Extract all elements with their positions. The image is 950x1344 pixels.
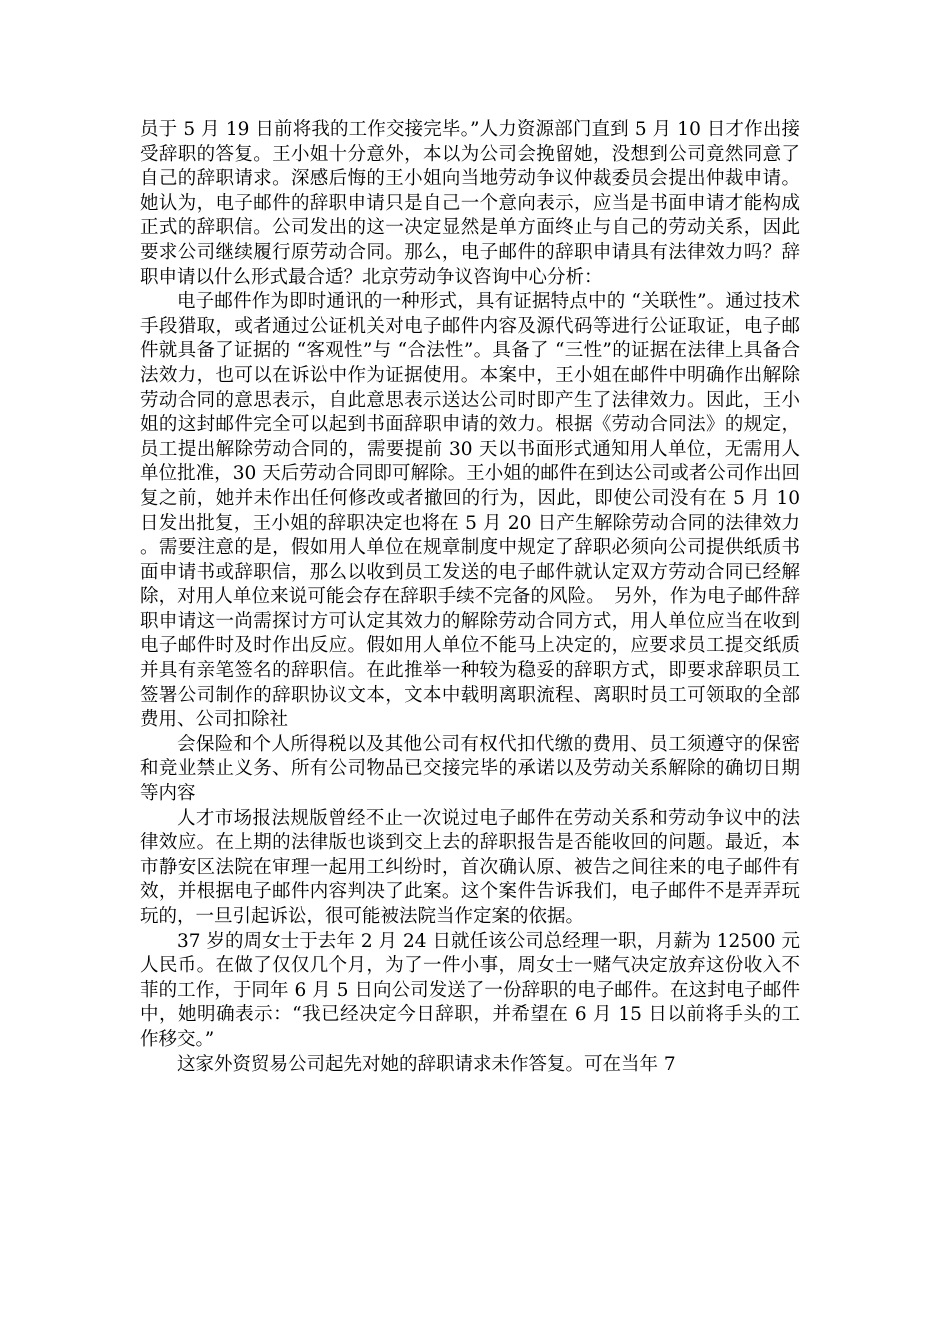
paragraph-6: 这家外资贸易公司起先对她的辞职请求未作答复。可在当年 7 (177, 1053, 676, 1075)
paragraph-1: 员于 5 月 19 日前将我的工作交接完毕。”人力资源部门直到 5 月 10 日才作出接受辞职的答复。王小姐十分意外，本以为公司会挽留她，没想到公司竟然同意了自己的辞职请求。深感后悔的王小姐向当地劳动争议仲裁委员会提出仲裁申请。她认为，电子邮件的辞职申请只是自己一个意向表示，应当是书面申请才能构成正式的辞职信。公司发出的这一决定显然是单方面终止与自己的劳动关系，因此要求公司继续履行原劳动合同。那么，电子邮件的辞职申请具有法律效力吗？辞职申请以什么形式最合适？北京劳动争议咨询中心分析： (140, 119, 800, 288)
paragraph-3: 会保险和个人所得税以及其他公司有权代扣代缴的费用、员工须遵守的保密和竞业禁止义务、所有公司物品已交接完毕的承诺以及劳动关系解除的确切日期等内容 (140, 733, 800, 805)
paragraph-5: 37 岁的周女士于去年 2 月 24 日就任该公司总经理一职，月薪为 12500 元人民币。在做了仅仅几个月，为了一件小事，周女士一赌气决定放弃这份收入不菲的工作，于同年 6 月 5 日向公司发送了一份辞职的电子邮件。在这封电子邮件中，她明确表示：“我已经决定今日辞职，并希望在 6 月 15 日以前将手头的工作移交。” (140, 930, 800, 1050)
document-body (140, 118, 800, 1077)
paragraph-4: 人才市场报法规版曾经不止一次说过电子邮件在劳动关系和劳动争议中的法律效应。在上期的法律版也谈到交上去的辞职报告是否能收回的问题。最近，本市静安区法院在审理一起用工纠纷时，首次确认原、被告之间往来的电子邮件有效，并根据电子邮件内容判决了此案。这个案件告诉我们，电子邮件不是弄弄玩玩的，一旦引起诉讼，很可能被法院当作定案的依据。 (140, 807, 800, 927)
paragraph-2: 电子邮件作为即时通讯的一种形式，具有证据特点中的 “关联性”。通过技术手段猎取，或者通过公证机关对电子邮件内容及源代码等进行公证取证，电子邮件就具备了证据的 “客观性”与 “合法性”。具备了 “三性”的证据在法律上具备合法效力，也可以在诉讼中作为证据使用。本案中，王小姐在邮件中明确作出解除劳动合同的意思表示，自此意思表示送达公司时即产生了法律效力。因此，王小姐的这封邮件完全可以起到书面辞职申请的效力。根据《劳动合同法》的规定，员工提出解除劳动合同的，需要提前 30 天以书面形式通知用人单位，无需用人单位批准，30 天后劳动合同即可解除。王小姐的邮件在到达公司或者公司作出回复之前，她并未作出任何修改或者撤回的行为，因此，即使公司没有在 5 月 10 日发出批复，王小姐的辞职决定也将在 5 月 20 日产生解除劳动合同的法律效力。需要注意的是，假如用人单位在规章制度中规定了辞职必须向公司提供纸质书面申请书或辞职信，那么以收到员工发送的电子邮件就认定双方劳动合同已经解除，对用人单位来说可能会存在辞职手续不完备的风险。 另外，作为电子邮件辞职申请这一尚需探讨方可认定其效力的解除劳动合同方式，用人单位应当在收到电子邮件时及时作出反应。假如用人单位不能马上决定的，应要求员工提交纸质并具有亲笔签名的辞职信。在此推举一种较为稳妥的辞职方式，即要求辞职员工签署公司制作的辞职协议文本，文本中载明离职流程、离职时员工可领取的全部费用、公司扣除社 (140, 291, 800, 731)
